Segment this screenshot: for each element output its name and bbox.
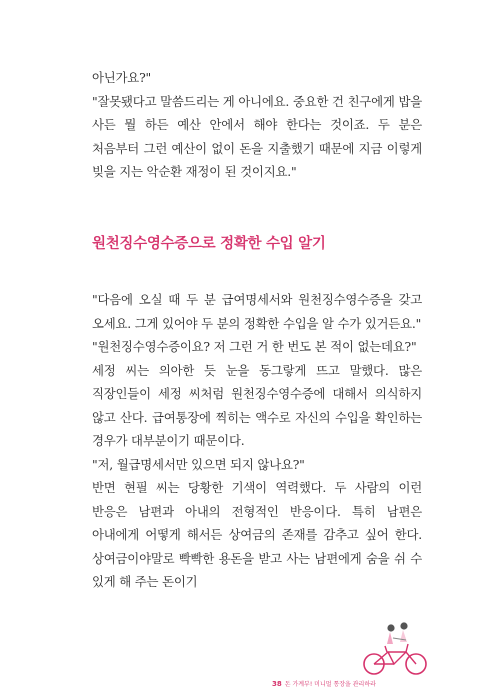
- page-number: 38: [272, 679, 282, 688]
- paragraph: 반면 현필 씨는 당황한 기색이 역력했다. 두 사람의 이런 반응은 남편과 아내의 전형적인 반응이다. 특히 남편은 아내에게 어떻게 해서든 상여금의 존재를 감추고 싶어 한다. 상여금이야말로 빡빡한 용돈을 받고 사는 남편에게 숨을 쉬 수 있게 해 주는 돈이기: [92, 480, 422, 589]
- section-heading: 원천징수영수증으로 정확한 수입 알기: [92, 236, 326, 252]
- body-text-bottom: [92, 288, 422, 594]
- body-text-top: [92, 66, 422, 184]
- paragraph: "잘못됐다고 말씀드리는 게 아니에요. 중요한 건 친구에게 밥을 사든 뭘 하든 예산 안에서 해야 한다는 것이죠. 두 분은 처음부터 그런 예산이 없이 돈을 지출했기 때문에 지금 이렇게 빚을 지는 악순환 재정이 된 것이지요.": [92, 93, 422, 179]
- page-footer: [272, 679, 376, 688]
- paragraph: "저, 월급명세서만 있으면 되지 않나요?": [92, 456, 305, 472]
- paragraph: "원천징수영수증이요? 저 그런 거 한 번도 본 적이 없는데요?": [92, 339, 417, 354]
- bicycle-couple-illustration: [360, 618, 430, 678]
- paragraph: 세정 씨는 의아한 듯 눈을 동그랗게 뜨고 말했다. 많은 직장인들이 세정 씨처럼 원천징수영수증에 대해서 의식하지 않고 산다. 급여통장에 찍히는 액수로 자신의 수입을 확인하는 경우가 대부분이기 때문이다.: [92, 362, 422, 448]
- running-footer-text: 돈 가계부! 미니멀 통장을 관리하라: [284, 681, 376, 688]
- paragraph: 아닌가요?": [92, 70, 152, 85]
- paragraph: "다음에 오실 때 두 분 급여명세서와 원천징수영수증을 갖고 오세요. 그게 있어야 두 분의 정확한 수입을 알 수가 있거든요.": [92, 292, 422, 331]
